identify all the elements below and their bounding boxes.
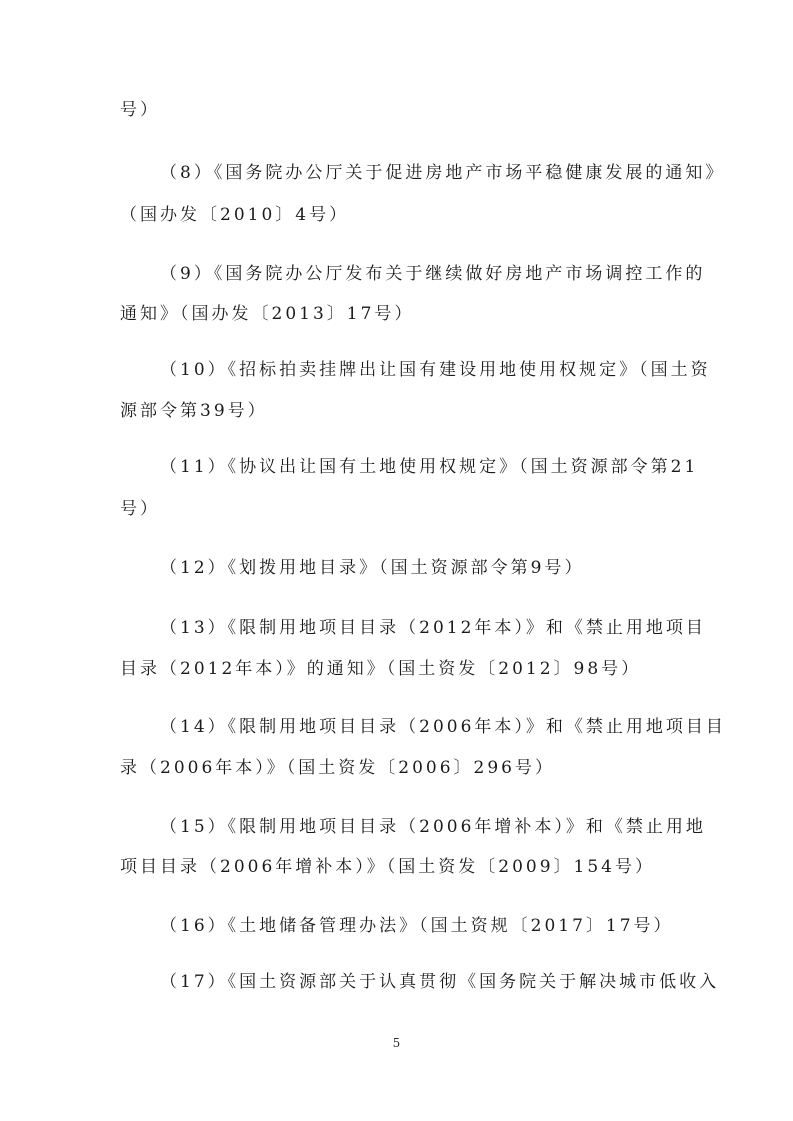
- text-line: 号）: [120, 100, 160, 120]
- text-line: 通知》（国办发〔2013〕17号）: [120, 304, 415, 324]
- text-line: 号）: [120, 499, 160, 519]
- text-line: （14）《限制用地项目目录（2006年本）》和《禁止用地项目目: [160, 717, 726, 737]
- text-line: （15）《限制用地项目目录（2006年增补本）》和《禁止用地: [160, 817, 706, 837]
- text-line: （12）《划拨用地目录》（国土资源部令第9号）: [160, 558, 585, 578]
- text-line: （13）《限制用地项目目录（2012年本）》和《禁止用地项目: [160, 618, 706, 638]
- text-line: （16）《土地储备管理办法》（国土资规〔2017〕17号）: [160, 916, 674, 936]
- text-line: （8）《国务院办公厅关于促进房地产市场平稳健康发展的通知》: [160, 163, 726, 183]
- text-line: 源部令第39号）: [120, 401, 268, 421]
- text-line: （10）《招标拍卖挂牌出让国有建设用地使用权规定》（国土资: [160, 360, 711, 380]
- text-line: （11）《协议出让国有土地使用权规定》（国土资源部令第21: [160, 457, 699, 477]
- text-line: 项目目录（2006年增补本）》（国土资发〔2009〕154号）: [120, 857, 655, 877]
- text-line: （9）《国务院办公厅发布关于继续做好房地产市场调控工作的: [160, 264, 706, 284]
- text-line: 录（2006年本）》（国土资发〔2006〕296号）: [120, 758, 555, 778]
- text-line: （17）《国土资源部关于认真贯彻《国务院关于解决城市低收入: [160, 972, 720, 992]
- text-line: 目录（2012年本）》的通知》（国土资发〔2012〕98号）: [120, 659, 642, 679]
- page-number: 5: [392, 1036, 401, 1050]
- text-line: （国办发〔2010〕4号）: [120, 205, 350, 225]
